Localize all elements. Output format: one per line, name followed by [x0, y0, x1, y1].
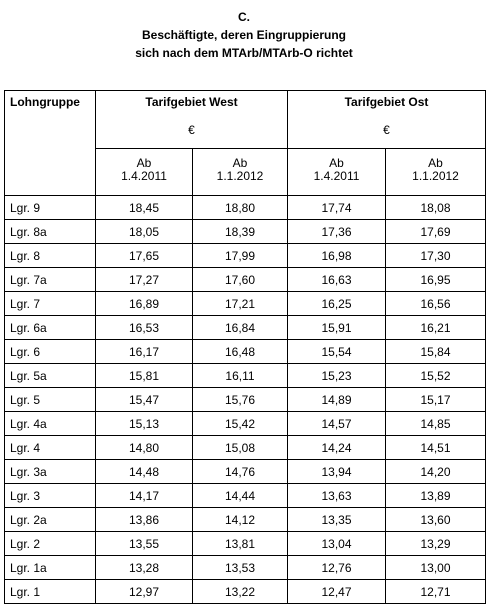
west-2011-cell: 18,05	[96, 220, 193, 244]
lohngruppe-cell: Lgr. 4a	[5, 412, 96, 436]
table-row	[5, 556, 486, 580]
section-heading	[0, 8, 488, 62]
west-2011-cell: 13,28	[96, 556, 193, 580]
ost-2011-cell: 14,89	[288, 388, 386, 412]
table-row	[5, 436, 486, 460]
date-ab-label: Ab	[329, 156, 344, 170]
table-row	[5, 220, 486, 244]
ost-2011-cell: 12,76	[288, 556, 386, 580]
ost-2012-cell: 15,17	[386, 388, 486, 412]
header-west	[96, 91, 288, 149]
header-ost-currency: €	[383, 123, 390, 137]
west-2011-cell: 15,13	[96, 412, 193, 436]
date-ab-label: Ab	[136, 156, 152, 170]
west-2011-cell: 13,86	[96, 508, 193, 532]
ost-2012-cell: 14,51	[386, 436, 486, 460]
west-2011-cell: 17,65	[96, 244, 193, 268]
table-row	[5, 460, 486, 484]
ost-2012-cell: 17,69	[386, 220, 486, 244]
lohngruppe-cell: Lgr. 2a	[5, 508, 96, 532]
section-letter: C.	[238, 10, 250, 24]
header-ost-date-2011	[288, 149, 386, 196]
west-2011-cell: 16,17	[96, 340, 193, 364]
ost-2011-cell: 15,91	[288, 316, 386, 340]
west-2011-cell: 12,97	[96, 580, 193, 604]
lohngruppe-cell: Lgr. 3a	[5, 460, 96, 484]
lohngruppe-cell: Lgr. 4	[5, 436, 96, 460]
ost-2011-cell: 17,74	[288, 196, 386, 220]
date-value: 1.1.2012	[216, 169, 264, 183]
header-west-date-2012	[193, 149, 288, 196]
ost-2011-cell: 15,23	[288, 364, 386, 388]
lohngruppe-cell: Lgr. 1	[5, 580, 96, 604]
west-2011-cell: 16,89	[96, 292, 193, 316]
ost-2012-cell: 18,08	[386, 196, 486, 220]
west-2012-cell: 18,80	[193, 196, 288, 220]
table-row	[5, 388, 486, 412]
table-row	[5, 244, 486, 268]
header-row-groups	[5, 91, 486, 149]
west-2011-cell: 14,80	[96, 436, 193, 460]
ost-2012-cell: 13,89	[386, 484, 486, 508]
ost-2011-cell: 15,54	[288, 340, 386, 364]
west-2012-cell: 17,60	[193, 268, 288, 292]
lohngruppe-cell: Lgr. 1a	[5, 556, 96, 580]
west-2011-cell: 16,53	[96, 316, 193, 340]
lohngruppe-cell: Lgr. 7a	[5, 268, 96, 292]
ost-2012-cell: 13,00	[386, 556, 486, 580]
ost-2012-cell: 12,71	[386, 580, 486, 604]
header-west-label: Tarifgebiet West	[145, 95, 238, 109]
lohngruppe-cell: Lgr. 6a	[5, 316, 96, 340]
west-2012-cell: 17,99	[193, 244, 288, 268]
west-2011-cell: 14,48	[96, 460, 193, 484]
header-ost-date-2012	[386, 149, 486, 196]
ost-2011-cell: 13,04	[288, 532, 386, 556]
table-row	[5, 532, 486, 556]
ost-2012-cell: 15,52	[386, 364, 486, 388]
table-row	[5, 268, 486, 292]
ost-2012-cell: 16,21	[386, 316, 486, 340]
ost-2012-cell: 14,85	[386, 412, 486, 436]
date-value: 1.4.2011	[313, 169, 360, 183]
ost-2012-cell: 16,56	[386, 292, 486, 316]
section-title-line2: sich nach dem MTArb/MTArb-O richtet	[135, 46, 353, 60]
section-title-line1: Beschäftigte, deren Eingruppierung	[141, 28, 347, 42]
west-2012-cell: 13,22	[193, 580, 288, 604]
ost-2012-cell: 14,20	[386, 460, 486, 484]
lohngruppe-cell: Lgr. 2	[5, 532, 96, 556]
lohngruppe-cell: Lgr. 9	[5, 196, 96, 220]
header-west-date-2011	[96, 149, 193, 196]
ost-2011-cell: 17,36	[288, 220, 386, 244]
ost-2011-cell: 12,47	[288, 580, 386, 604]
header-ost	[288, 91, 486, 149]
west-2012-cell: 15,42	[193, 412, 288, 436]
west-2012-cell: 15,08	[193, 436, 288, 460]
ost-2011-cell: 14,24	[288, 436, 386, 460]
wage-table	[4, 90, 486, 604]
west-2011-cell: 14,17	[96, 484, 193, 508]
header-lohngruppe	[5, 91, 96, 196]
west-2012-cell: 15,76	[193, 388, 288, 412]
date-ab-label: Ab	[232, 156, 248, 170]
table-row	[5, 580, 486, 604]
ost-2012-cell: 13,60	[386, 508, 486, 532]
table-row	[5, 364, 486, 388]
ost-2011-cell: 16,63	[288, 268, 386, 292]
ost-2011-cell: 13,63	[288, 484, 386, 508]
west-2012-cell: 16,84	[193, 316, 288, 340]
table-row	[5, 484, 486, 508]
west-2011-cell: 15,47	[96, 388, 193, 412]
west-2012-cell: 18,39	[193, 220, 288, 244]
west-2011-cell: 17,27	[96, 268, 193, 292]
ost-2011-cell: 13,35	[288, 508, 386, 532]
west-2012-cell: 13,53	[193, 556, 288, 580]
west-2011-cell: 13,55	[96, 532, 193, 556]
header-west-currency: €	[188, 123, 195, 137]
ost-2012-cell: 17,30	[386, 244, 486, 268]
date-ab-label: Ab	[428, 156, 443, 170]
ost-2011-cell: 16,25	[288, 292, 386, 316]
lohngruppe-cell: Lgr. 8a	[5, 220, 96, 244]
lohngruppe-cell: Lgr. 8	[5, 244, 96, 268]
table-row	[5, 412, 486, 436]
west-2012-cell: 14,44	[193, 484, 288, 508]
ost-2011-cell: 14,57	[288, 412, 386, 436]
lohngruppe-cell: Lgr. 5a	[5, 364, 96, 388]
table-row	[5, 340, 486, 364]
table-row	[5, 196, 486, 220]
lohngruppe-cell: Lgr. 7	[5, 292, 96, 316]
west-2011-cell: 18,45	[96, 196, 193, 220]
table-row	[5, 508, 486, 532]
header-ost-label: Tarifgebiet Ost	[344, 95, 429, 109]
west-2011-cell: 15,81	[96, 364, 193, 388]
ost-2012-cell: 15,84	[386, 340, 486, 364]
header-lohngruppe-label: Lohngruppe	[10, 95, 80, 109]
west-2012-cell: 16,48	[193, 340, 288, 364]
ost-2012-cell: 16,95	[386, 268, 486, 292]
west-2012-cell: 17,21	[193, 292, 288, 316]
west-2012-cell: 14,76	[193, 460, 288, 484]
lohngruppe-cell: Lgr. 5	[5, 388, 96, 412]
lohngruppe-cell: Lgr. 6	[5, 340, 96, 364]
ost-2012-cell: 13,29	[386, 532, 486, 556]
west-2012-cell: 13,81	[193, 532, 288, 556]
ost-2011-cell: 13,94	[288, 460, 386, 484]
west-2012-cell: 14,12	[193, 508, 288, 532]
table-row	[5, 316, 486, 340]
west-2012-cell: 16,11	[193, 364, 288, 388]
date-value: 1.1.2012	[412, 169, 459, 183]
table-row	[5, 292, 486, 316]
date-value: 1.4.2011	[121, 169, 167, 183]
ost-2011-cell: 16,98	[288, 244, 386, 268]
lohngruppe-cell: Lgr. 3	[5, 484, 96, 508]
